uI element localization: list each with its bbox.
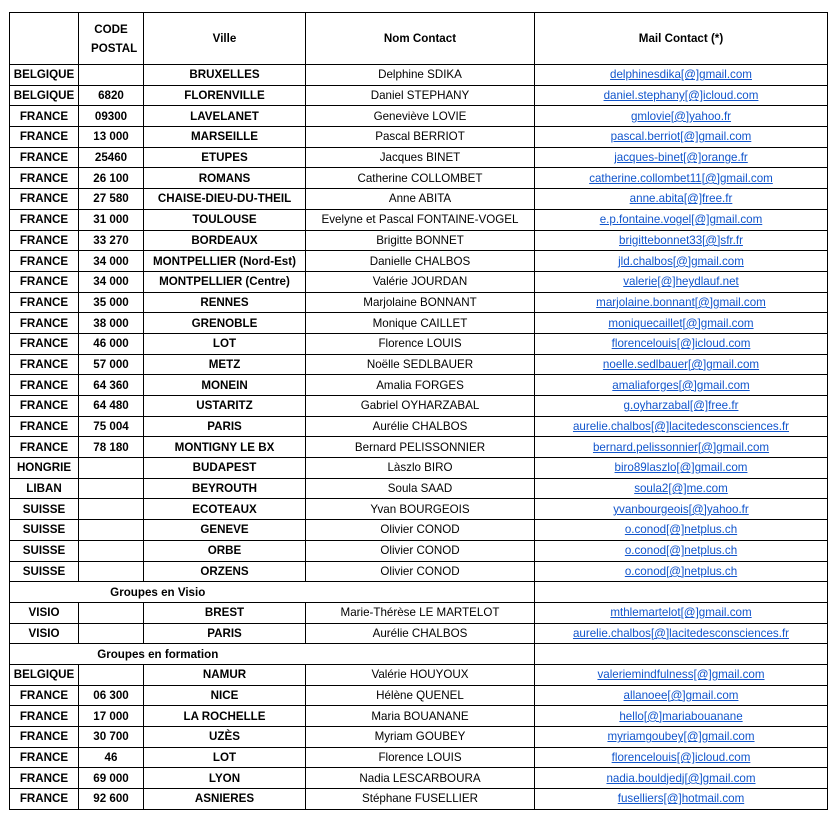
mail-link[interactable]: brigittebonnet33[@]sfr.fr	[619, 233, 743, 247]
city-cell: ECOTEAUX	[144, 499, 306, 520]
country-cell: FRANCE	[10, 209, 79, 230]
country-cell: VISIO	[10, 623, 79, 644]
code-postal-cell: 64 360	[79, 375, 144, 396]
mail-link[interactable]: e.p.fontaine.vogel[@]gmail.com	[599, 213, 763, 227]
mail-link[interactable]: aurelie.chalbos[@]lacitedesconsciences.fr	[572, 420, 790, 434]
code-postal-cell: 6820	[79, 85, 144, 106]
table-row	[10, 230, 828, 251]
table-row	[10, 271, 828, 292]
city-cell: LOT	[144, 333, 306, 354]
code-postal-cell: 75 004	[79, 416, 144, 437]
mail-cell	[535, 727, 828, 748]
table-row	[10, 789, 828, 810]
table-row	[10, 396, 828, 417]
mail-link[interactable]: valeriemindfulness[@]gmail.com	[597, 668, 765, 682]
mail-cell	[535, 354, 828, 375]
table-row	[10, 458, 828, 479]
country-cell: FRANCE	[10, 271, 79, 292]
country-cell: FRANCE	[10, 127, 79, 148]
mail-link[interactable]: soula2[@]me.com	[634, 482, 728, 496]
contact-name-cell: Bernard PELISSONNIER	[306, 437, 535, 458]
contact-name-cell: Gabriel OYHARZABAL	[306, 396, 535, 417]
table-row	[10, 540, 828, 561]
contact-name-cell: Stéphane FUSELLIER	[306, 789, 535, 810]
code-postal-cell: 69 000	[79, 768, 144, 789]
header-code-postal-label: CODE POSTAL	[91, 22, 138, 55]
code-postal-cell: 31 000	[79, 209, 144, 230]
mail-link[interactable]: bernard.pelissonnier[@]gmail.com	[592, 440, 770, 454]
mail-cell	[535, 437, 828, 458]
country-cell: FRANCE	[10, 768, 79, 789]
city-cell: FLORENVILLE	[144, 85, 306, 106]
mail-link[interactable]: o.conod[@]netplus.ch	[624, 523, 738, 537]
code-postal-cell: 57 000	[79, 354, 144, 375]
header-ville: Ville	[144, 13, 306, 65]
city-cell: ROMANS	[144, 168, 306, 189]
contact-name-cell: Nadia LESCARBOURA	[306, 768, 535, 789]
header-country	[10, 13, 79, 65]
mail-link[interactable]: aurelie.chalbos[@]lacitedesconsciences.fr	[572, 626, 790, 640]
table-row	[10, 106, 828, 127]
mail-cell	[535, 271, 828, 292]
mail-cell	[535, 416, 828, 437]
country-cell: HONGRIE	[10, 458, 79, 479]
group-title: Groupes en formation	[10, 644, 306, 665]
contact-name-cell: Olivier CONOD	[306, 520, 535, 541]
mail-link[interactable]: jld.chalbos[@]gmail.com	[618, 254, 744, 268]
city-cell: ASNIERES	[144, 789, 306, 810]
table-row	[10, 375, 828, 396]
table-row	[10, 416, 828, 437]
mail-link[interactable]: o.conod[@]netplus.ch	[624, 564, 738, 578]
city-cell: LOT	[144, 747, 306, 768]
contact-name-cell: Monique CAILLET	[306, 313, 535, 334]
contact-name-cell: Marjolaine BONNANT	[306, 292, 535, 313]
city-cell: ORBE	[144, 540, 306, 561]
city-cell: MARSEILLE	[144, 127, 306, 148]
code-postal-cell: 46 000	[79, 333, 144, 354]
code-postal-cell: 38 000	[79, 313, 144, 334]
country-cell: FRANCE	[10, 789, 79, 810]
group-empty-cell	[535, 582, 828, 603]
code-postal-cell	[79, 520, 144, 541]
mail-cell	[535, 106, 828, 127]
table-row	[10, 209, 828, 230]
country-cell: FRANCE	[10, 396, 79, 417]
contact-name-cell: Olivier CONOD	[306, 561, 535, 582]
contact-name-cell: Delphine SDIKA	[306, 65, 535, 86]
contact-name-cell: Anne ABITA	[306, 189, 535, 210]
city-cell: TOULOUSE	[144, 209, 306, 230]
mail-link[interactable]: fuselliers[@]hotmail.com	[617, 792, 745, 806]
table-row	[10, 747, 828, 768]
mail-cell	[535, 333, 828, 354]
header-nom-contact: Nom Contact	[306, 13, 535, 65]
table-row	[10, 664, 828, 685]
mail-cell	[535, 396, 828, 417]
mail-link[interactable]: valerie[@]heydlauf.net	[623, 275, 739, 289]
country-cell: FRANCE	[10, 706, 79, 727]
mail-cell	[535, 706, 828, 727]
country-cell: SUISSE	[10, 520, 79, 541]
mail-link[interactable]: catherine.collombet11[@]gmail.com	[589, 171, 773, 185]
mail-cell	[535, 520, 828, 541]
country-cell: FRANCE	[10, 416, 79, 437]
city-cell: LAVELANET	[144, 106, 306, 127]
country-cell: BELGIQUE	[10, 85, 79, 106]
mail-cell	[535, 189, 828, 210]
code-postal-cell	[79, 65, 144, 86]
group-empty-cell	[535, 644, 828, 665]
code-postal-cell: 17 000	[79, 706, 144, 727]
mail-cell	[535, 747, 828, 768]
code-postal-cell: 27 580	[79, 189, 144, 210]
code-postal-cell	[79, 561, 144, 582]
table-row	[10, 478, 828, 499]
country-cell: SUISSE	[10, 540, 79, 561]
mail-cell	[535, 623, 828, 644]
city-cell: CHAISE-DIEU-DU-THEIL	[144, 189, 306, 210]
code-postal-cell: 09300	[79, 106, 144, 127]
mail-cell	[535, 602, 828, 623]
mail-cell	[535, 127, 828, 148]
contact-name-cell: Noëlle SEDLBAUER	[306, 354, 535, 375]
code-postal-cell: 78 180	[79, 437, 144, 458]
mail-link[interactable]: jacques-binet[@]orange.fr	[614, 151, 748, 165]
table-row	[10, 313, 828, 334]
mail-link[interactable]: pascal.berriot[@]gmail.com	[610, 130, 752, 144]
mail-cell	[535, 251, 828, 272]
contact-name-cell: Aurélie CHALBOS	[306, 623, 535, 644]
table-row	[10, 168, 828, 189]
table-header-row	[10, 13, 828, 65]
contact-name-cell: Catherine COLLOMBET	[306, 168, 535, 189]
contact-name-cell: Amalia FORGES	[306, 375, 535, 396]
city-cell: LYON	[144, 768, 306, 789]
country-cell: FRANCE	[10, 106, 79, 127]
city-cell: BEYROUTH	[144, 478, 306, 499]
mail-cell	[535, 540, 828, 561]
city-cell: GENEVE	[144, 520, 306, 541]
city-cell: PARIS	[144, 416, 306, 437]
mail-link[interactable]: noelle.sedlbauer[@]gmail.com	[602, 357, 760, 371]
code-postal-cell	[79, 664, 144, 685]
city-cell: BUDAPEST	[144, 458, 306, 479]
mail-link[interactable]: moniquecaillet[@]gmail.com	[608, 316, 754, 330]
country-cell: SUISSE	[10, 499, 79, 520]
mail-cell	[535, 685, 828, 706]
contact-name-cell: Aurélie CHALBOS	[306, 416, 535, 437]
table-row	[10, 333, 828, 354]
mail-cell	[535, 458, 828, 479]
mail-cell	[535, 375, 828, 396]
city-cell: MONTIGNY LE BX	[144, 437, 306, 458]
table-row	[10, 499, 828, 520]
mail-link[interactable]: gmlovie[@]yahoo.fr	[630, 109, 732, 123]
table-row	[10, 127, 828, 148]
city-cell: NICE	[144, 685, 306, 706]
mail-cell	[535, 561, 828, 582]
code-postal-cell: 26 100	[79, 168, 144, 189]
table-row	[10, 602, 828, 623]
code-postal-cell: 34 000	[79, 271, 144, 292]
city-cell: GRENOBLE	[144, 313, 306, 334]
mail-cell	[535, 292, 828, 313]
mail-cell	[535, 147, 828, 168]
mail-link[interactable]: florencelouis[@]icloud.com	[611, 337, 751, 351]
contact-name-cell: Valérie JOURDAN	[306, 271, 535, 292]
contact-name-cell: Olivier CONOD	[306, 540, 535, 561]
country-cell: FRANCE	[10, 747, 79, 768]
mail-link[interactable]: allanoee[@]gmail.com	[623, 688, 739, 702]
mail-link[interactable]: biro89laszlo[@]gmail.com	[614, 461, 748, 475]
contact-name-cell: Maria BOUANANE	[306, 706, 535, 727]
city-cell: LA ROCHELLE	[144, 706, 306, 727]
mail-link[interactable]: g.oyharzabal[@]free.fr	[623, 399, 739, 413]
table-row	[10, 437, 828, 458]
mail-cell	[535, 65, 828, 86]
code-postal-cell	[79, 478, 144, 499]
country-cell: LIBAN	[10, 478, 79, 499]
code-postal-cell	[79, 602, 144, 623]
group-empty-cell	[306, 582, 535, 603]
code-postal-cell: 30 700	[79, 727, 144, 748]
city-cell: MONEIN	[144, 375, 306, 396]
country-cell: FRANCE	[10, 292, 79, 313]
country-cell: FRANCE	[10, 313, 79, 334]
table-row	[10, 251, 828, 272]
contact-name-cell: Làszlo BIRO	[306, 458, 535, 479]
country-cell: FRANCE	[10, 230, 79, 251]
table-row	[10, 561, 828, 582]
contact-name-cell: Evelyne et Pascal FONTAINE-VOGEL	[306, 209, 535, 230]
mail-cell	[535, 499, 828, 520]
contact-name-cell: Pascal BERRIOT	[306, 127, 535, 148]
code-postal-cell: 06 300	[79, 685, 144, 706]
city-cell: BORDEAUX	[144, 230, 306, 251]
mail-link[interactable]: yvanbourgeois[@]yahoo.fr	[613, 502, 749, 516]
country-cell: FRANCE	[10, 437, 79, 458]
city-cell: BRUXELLES	[144, 65, 306, 86]
contact-name-cell: Danielle CHALBOS	[306, 251, 535, 272]
mail-cell	[535, 664, 828, 685]
table-row	[10, 85, 828, 106]
code-postal-cell	[79, 499, 144, 520]
country-cell: FRANCE	[10, 727, 79, 748]
table-row	[10, 520, 828, 541]
mail-link[interactable]: amaliaforges[@]gmail.com	[612, 378, 750, 392]
code-postal-cell: 25460	[79, 147, 144, 168]
mail-link[interactable]: daniel.stephany[@]icloud.com	[603, 89, 759, 103]
mail-cell	[535, 789, 828, 810]
city-cell: NAMUR	[144, 664, 306, 685]
contact-name-cell: Myriam GOUBEY	[306, 727, 535, 748]
table-row	[10, 65, 828, 86]
table-row	[10, 706, 828, 727]
mail-cell	[535, 168, 828, 189]
country-cell: FRANCE	[10, 333, 79, 354]
mail-cell	[535, 313, 828, 334]
mail-link[interactable]: delphinesdika[@]gmail.com	[610, 68, 752, 82]
table-row	[10, 189, 828, 210]
contact-name-cell: Yvan BOURGEOIS	[306, 499, 535, 520]
table-body	[10, 65, 828, 810]
code-postal-cell: 34 000	[79, 251, 144, 272]
mail-cell	[535, 478, 828, 499]
city-cell: METZ	[144, 354, 306, 375]
city-cell: MONTPELLIER (Centre)	[144, 271, 306, 292]
code-postal-cell	[79, 540, 144, 561]
contact-name-cell: Soula SAAD	[306, 478, 535, 499]
country-cell: BELGIQUE	[10, 65, 79, 86]
contact-name-cell: Jacques BINET	[306, 147, 535, 168]
group-header-row	[10, 582, 828, 603]
contact-name-cell: Daniel STEPHANY	[306, 85, 535, 106]
header-code-postal	[79, 13, 144, 65]
country-cell: FRANCE	[10, 147, 79, 168]
mail-link[interactable]: marjolaine.bonnant[@]gmail.com	[596, 295, 766, 309]
table-row	[10, 768, 828, 789]
table-row	[10, 727, 828, 748]
country-cell: FRANCE	[10, 354, 79, 375]
table-row	[10, 685, 828, 706]
mail-link[interactable]: o.conod[@]netplus.ch	[624, 544, 738, 558]
city-cell: ORZENS	[144, 561, 306, 582]
city-cell: BREST	[144, 602, 306, 623]
mail-link[interactable]: hello[@]mariabouanane	[619, 709, 743, 723]
group-empty-cell	[306, 644, 535, 665]
table-row	[10, 292, 828, 313]
country-cell: BELGIQUE	[10, 664, 79, 685]
mail-link[interactable]: florencelouis[@]icloud.com	[611, 751, 751, 765]
code-postal-cell: 92 600	[79, 789, 144, 810]
code-postal-cell: 64 480	[79, 396, 144, 417]
contacts-table	[9, 12, 828, 810]
mail-cell	[535, 230, 828, 251]
code-postal-cell	[79, 458, 144, 479]
contact-name-cell: Marie-Thérèse LE MARTELOT	[306, 602, 535, 623]
country-cell: FRANCE	[10, 168, 79, 189]
group-header-row	[10, 644, 828, 665]
contact-name-cell: Florence LOUIS	[306, 333, 535, 354]
city-cell: MONTPELLIER (Nord-Est)	[144, 251, 306, 272]
city-cell: USTARITZ	[144, 396, 306, 417]
table-row	[10, 623, 828, 644]
city-cell: PARIS	[144, 623, 306, 644]
country-cell: SUISSE	[10, 561, 79, 582]
city-cell: ETUPES	[144, 147, 306, 168]
country-cell: FRANCE	[10, 189, 79, 210]
mail-cell	[535, 768, 828, 789]
city-cell: UZÈS	[144, 727, 306, 748]
country-cell: FRANCE	[10, 685, 79, 706]
country-cell: VISIO	[10, 602, 79, 623]
mail-cell	[535, 85, 828, 106]
contact-name-cell: Hélène QUENEL	[306, 685, 535, 706]
contact-name-cell: Brigitte BONNET	[306, 230, 535, 251]
city-cell: RENNES	[144, 292, 306, 313]
code-postal-cell: 33 270	[79, 230, 144, 251]
mail-cell	[535, 209, 828, 230]
code-postal-cell: 13 000	[79, 127, 144, 148]
code-postal-cell	[79, 623, 144, 644]
contact-name-cell: Geneviève LOVIE	[306, 106, 535, 127]
country-cell: FRANCE	[10, 251, 79, 272]
contact-name-cell: Florence LOUIS	[306, 747, 535, 768]
mail-link[interactable]: mthlemartelot[@]gmail.com	[610, 606, 752, 620]
header-mail-contact: Mail Contact (*)	[535, 13, 828, 65]
mail-link[interactable]: myriamgoubey[@]gmail.com	[607, 730, 755, 744]
code-postal-cell: 35 000	[79, 292, 144, 313]
table-row	[10, 354, 828, 375]
code-postal-cell: 46	[79, 747, 144, 768]
group-title: Groupes en Visio	[10, 582, 306, 603]
table-row	[10, 147, 828, 168]
country-cell: FRANCE	[10, 375, 79, 396]
mail-link[interactable]: nadia.bouldjedj[@]gmail.com	[606, 771, 756, 785]
mail-link[interactable]: anne.abita[@]free.fr	[629, 192, 733, 206]
contact-name-cell: Valérie HOUYOUX	[306, 664, 535, 685]
